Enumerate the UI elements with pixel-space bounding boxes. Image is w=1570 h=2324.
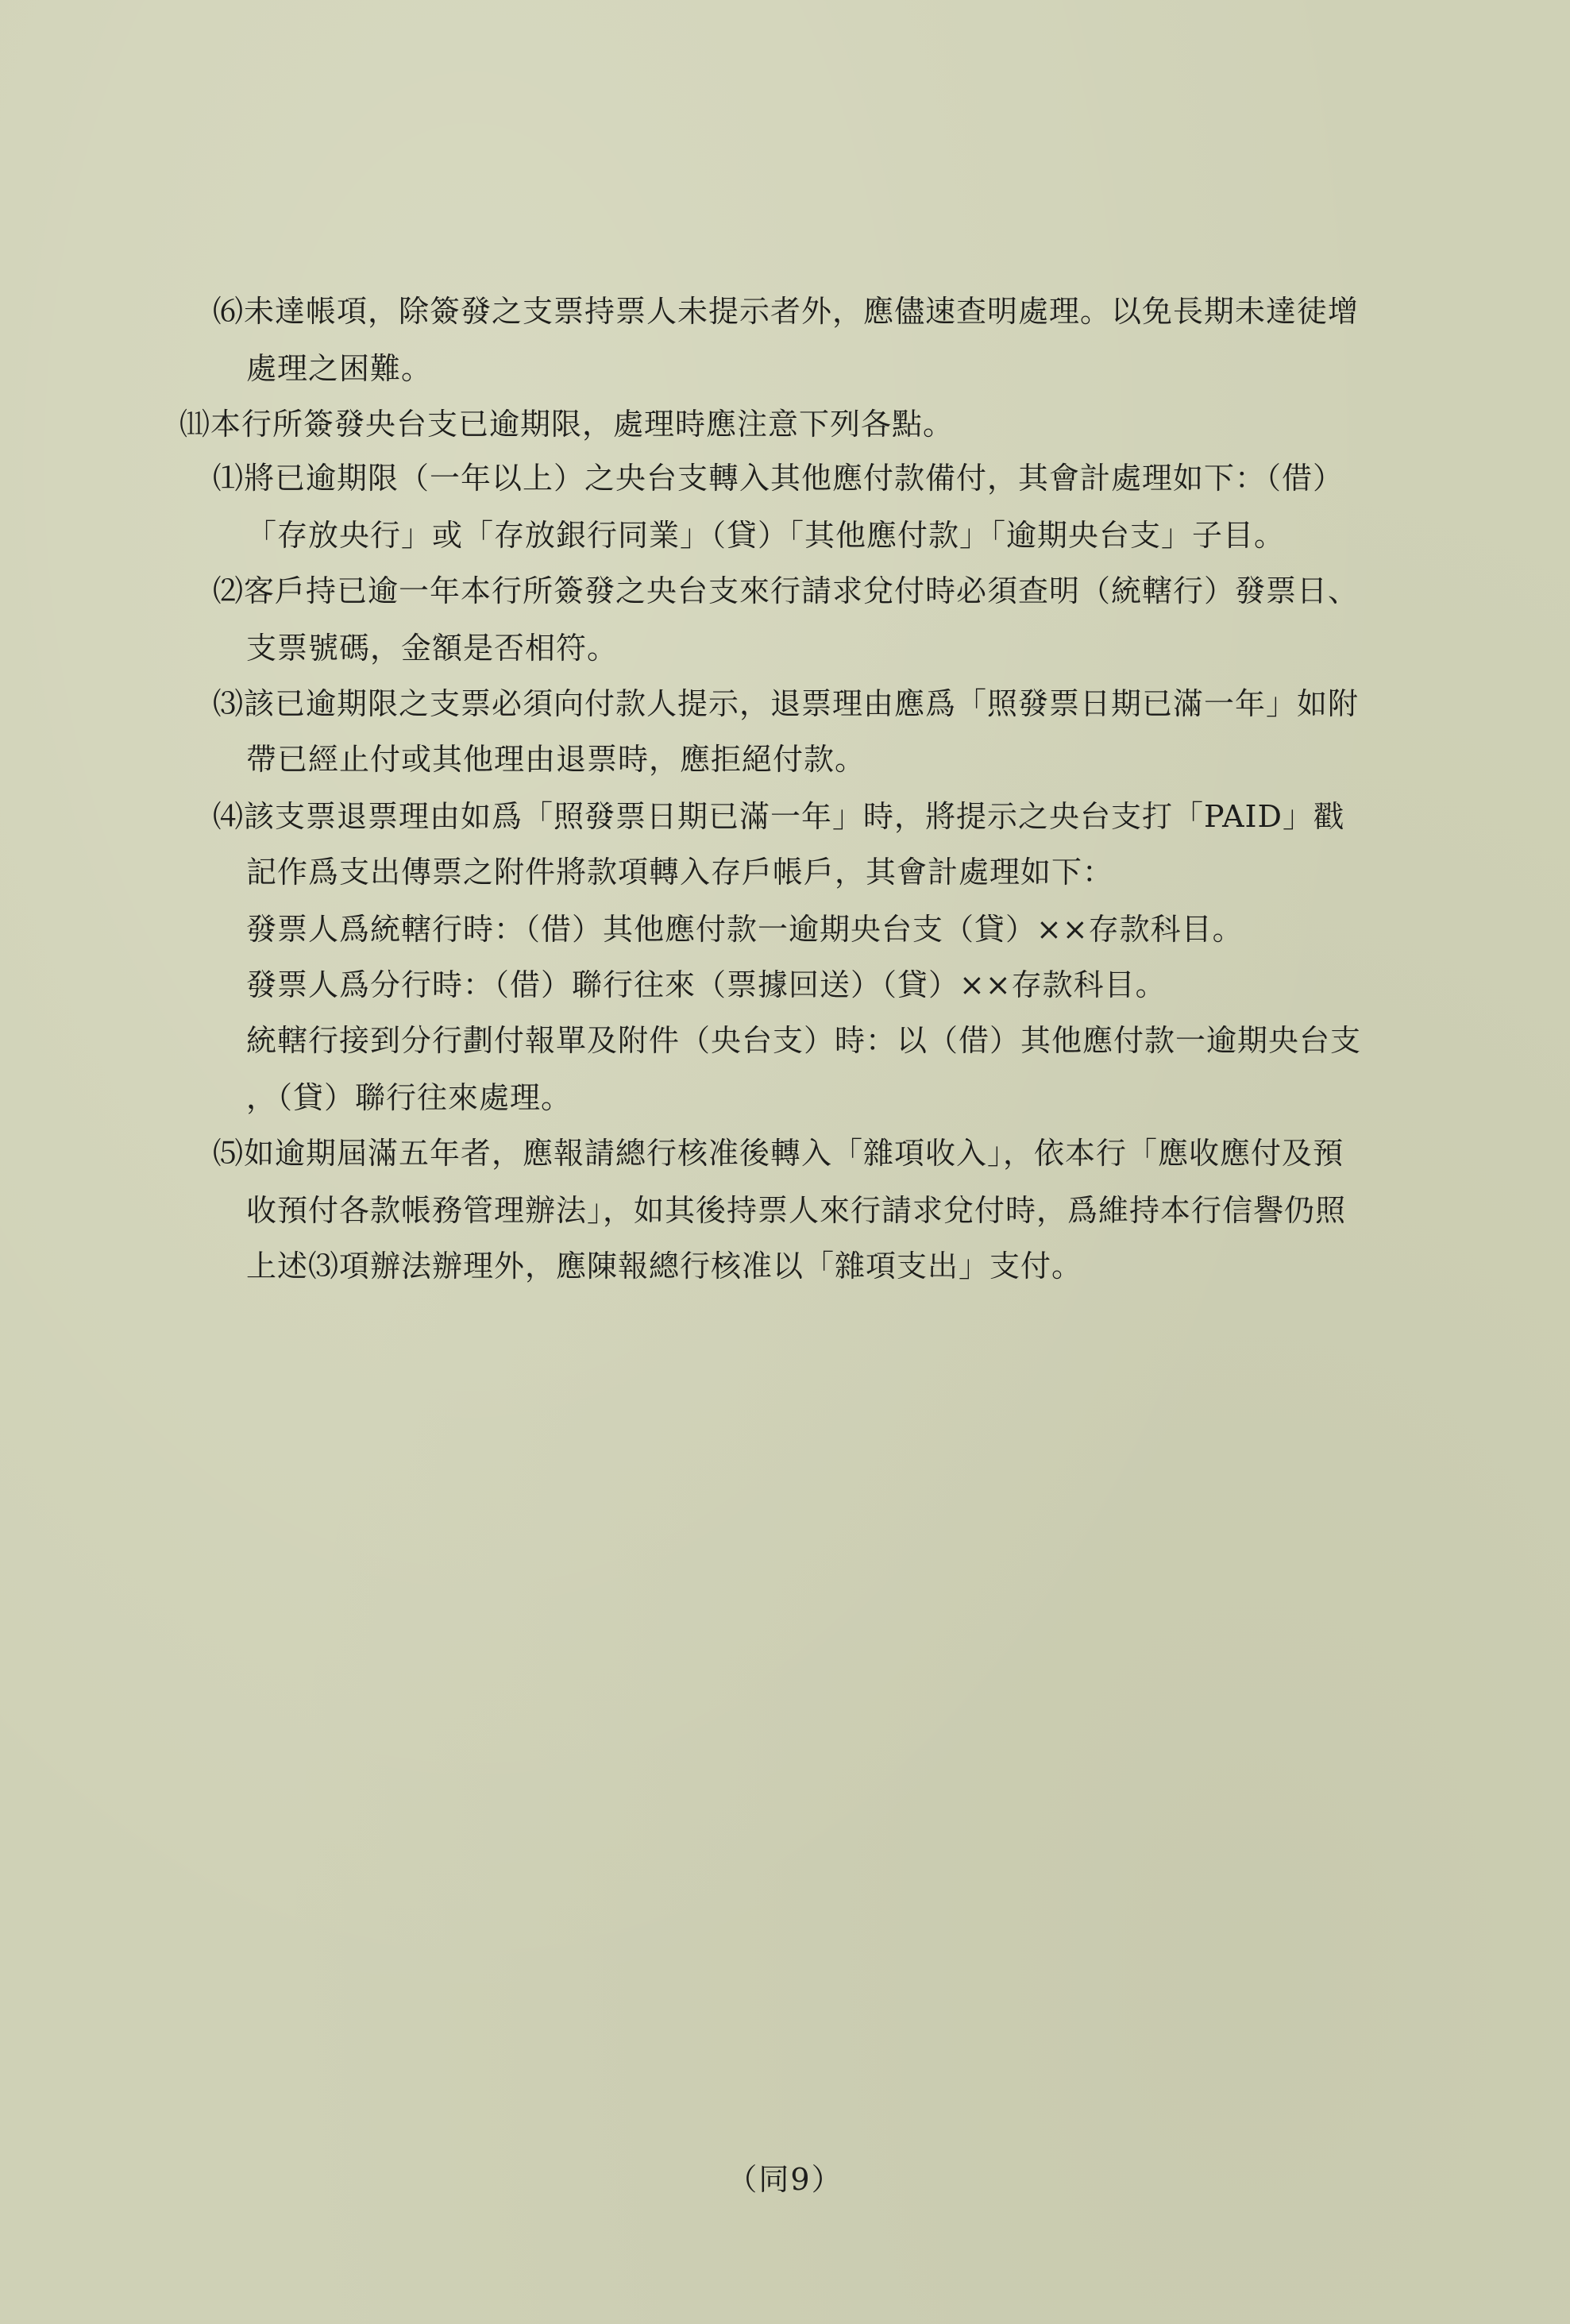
text-line: 發票人爲分行時：（借）聯行往來（票據回送）（貸）××存款科目。: [246, 967, 1167, 1002]
text-line: 記作爲支出傳票之附件將款項轉入存戶帳戶，其會計處理如下：: [246, 855, 1114, 890]
text-line: ⑸如逾期屆滿五年者，應報請總行核准後轉入「雜項收入」，依本行「應收應付及預: [213, 1136, 1344, 1171]
text-line: 支票號碼，金額是否相符。: [246, 631, 619, 666]
text-line: 上述⑶項辦法辦理外，應陳報總行核准以「雜項支出」支付。: [246, 1249, 1083, 1284]
text-line: 發票人爲統轄行時：（借）其他應付款一逾期央台支（貸）××存款科目。: [246, 912, 1244, 947]
text-line: ⑴將已逾期限（一年以上）之央台支轉入其他應付款備付，其會計處理如下：（借）: [213, 461, 1344, 496]
text-line: ⑷該支票退票理由如爲「照發票日期已滿一年」時，將提示之央台支打「PAID」戳: [213, 799, 1345, 834]
text-line: ⑶該已逾期限之支票必須向付款人提示，退票理由應爲「照發票日期已滿一年」如附: [213, 686, 1360, 721]
text-line: 處理之困難。: [246, 351, 433, 386]
text-line: 收預付各款帳務管理辦法」，如其後持票人來行請求兌付時，爲維持本行信譽仍照: [246, 1193, 1347, 1228]
text-line: 帶已經止付或其他理由退票時，應拒絕付款。: [246, 742, 866, 777]
text-line: ⑹未達帳項，除簽發之支票持票人未提示者外，應儘速查明處理。以免長期未達徒增: [213, 294, 1360, 329]
text-line: 「存放央行」或「存放銀行同業」（貸）「其他應付款」「逾期央台支」子目。: [246, 518, 1286, 553]
page-number: （同9）: [727, 2162, 843, 2197]
text-line: ⑾本行所簽發央台支已逾期限，處理時應注意下列各點。: [179, 407, 955, 442]
text-line: ⑵客戶持已逾一年本行所簽發之央台支來行請求兌付時必須查明（統轄行）發票日、: [213, 573, 1360, 608]
text-line: 統轄行接到分行劃付報單及附件（央台支）時：以（借）其他應付款一逾期央台支: [246, 1023, 1362, 1058]
text-line: ，（貸）聯行往來處理。: [246, 1080, 573, 1115]
